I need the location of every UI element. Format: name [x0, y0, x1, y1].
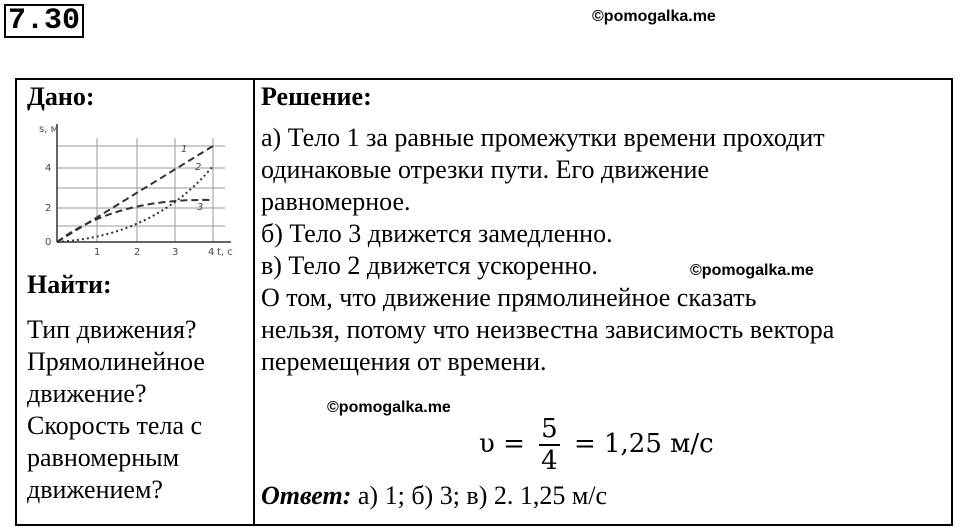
x-axis-label: t, с	[217, 247, 233, 258]
solution-line: а) Тело 1 за равные промежутки времени проходит	[261, 123, 825, 152]
formula-numerator: 5	[541, 414, 558, 444]
problem-number: 7.30	[4, 4, 84, 38]
y-tick-0: 0	[45, 237, 52, 248]
answer-line	[261, 480, 607, 512]
solution-column	[255, 80, 951, 524]
y-tick-4: 4	[45, 163, 52, 174]
solution-line: б) Тело 3 движется замедленно.	[261, 219, 613, 248]
find-line: Прямолинейное	[27, 347, 205, 376]
solution-table	[15, 78, 953, 526]
solution-heading: Решение:	[261, 82, 372, 111]
answer-text: а) 1; б) 3; в) 2. 1,25 м/с	[351, 481, 608, 510]
velocity-formula	[479, 414, 714, 476]
motion-graph	[35, 118, 235, 258]
solution-line: одинаковые отрезки пути. Его движение	[261, 155, 709, 184]
solution-line: нельзя, потому что неизвестна зависимость вектора	[261, 315, 835, 344]
solution-line: перемещения от времени.	[261, 347, 547, 376]
solution-text	[261, 122, 834, 378]
find-list	[27, 314, 205, 506]
formula-fraction	[539, 414, 560, 476]
curve-label-2: 2	[195, 162, 202, 173]
find-line: Тип движения?	[27, 315, 197, 344]
formula-lhs: υ =	[479, 429, 525, 459]
solution-line: равномерное.	[261, 187, 411, 216]
given-column	[17, 80, 253, 524]
x-tick-4: 4	[208, 247, 215, 258]
curve-label-1: 1	[181, 144, 188, 155]
answer-label: Ответ:	[261, 481, 352, 510]
y-axis-label: s, м	[39, 124, 59, 135]
find-heading: Найти:	[27, 270, 112, 299]
watermark: ©pomogalka.me	[327, 399, 451, 416]
curve-label-3: 3	[197, 202, 204, 213]
solution-line: О том, что движение прямолинейное сказать	[261, 283, 757, 312]
given-heading: Дано:	[27, 82, 95, 111]
solution-line: в) Тело 2 движется ускоренно.	[261, 251, 598, 280]
find-line: движением?	[27, 475, 163, 504]
x-tick-2: 2	[134, 247, 141, 258]
formula-denominator: 4	[541, 446, 558, 476]
y-tick-2: 2	[45, 203, 52, 214]
watermark: ©pomogalka.me	[592, 8, 716, 25]
x-tick-3: 3	[172, 247, 179, 258]
find-line: движение?	[27, 379, 147, 408]
watermark: ©pomogalka.me	[690, 262, 814, 279]
find-line: Скорость тела с	[27, 411, 203, 440]
x-tick-1: 1	[94, 247, 101, 258]
formula-rhs: = 1,25 м/с	[573, 429, 714, 459]
find-line: равномерным	[27, 443, 180, 472]
